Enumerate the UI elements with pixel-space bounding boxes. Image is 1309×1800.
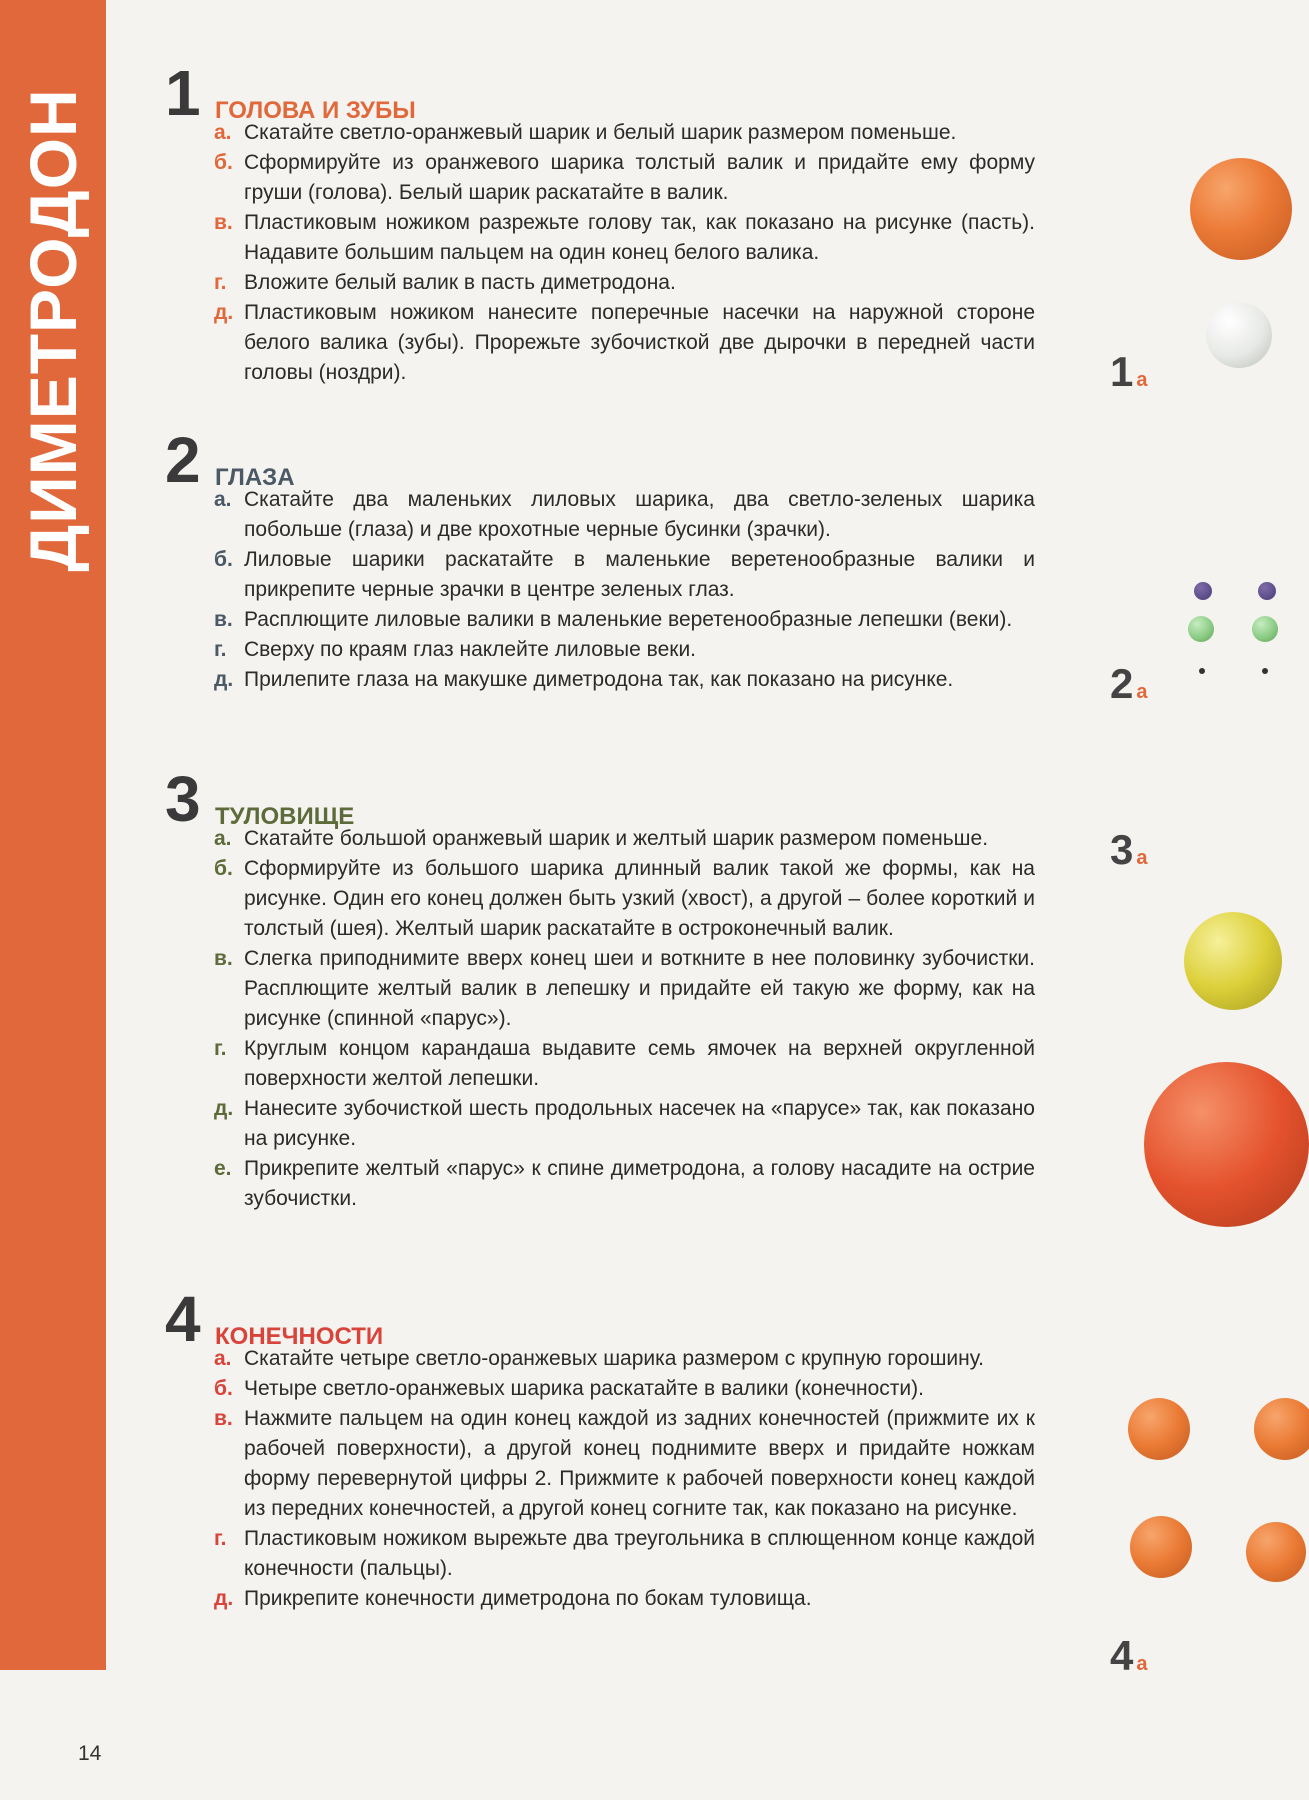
- figure-label-sub: а: [1136, 1653, 1148, 1675]
- step-text: Нажмите пальцем на один конец каждой из задних конечностей (прижмите их к рабочей поверхности), а другой конец поднимите вверх и придайте ножкам форму перевернутой цифры 2. Прижмите к рабочей поверхности конец каждой из передних конечностей, а другой конец согните так, как показано на рисунке.: [244, 1407, 1035, 1520]
- step-text: Сформируйте из большого шарика длинный валик такой же формы, как на рисунке. Один его конец должен быть узкий (хвост), а другой – более короткий и толстый (шея). Желтый шарик раскатайте в остроконечный валик.: [244, 857, 1035, 940]
- section-title: ГЛАЗА: [215, 464, 295, 491]
- step-letter: в.: [214, 608, 233, 631]
- step-letter: д.: [214, 668, 234, 691]
- sidebar-title: ДИМЕТРОДОН: [16, 88, 90, 572]
- step-list: [165, 824, 1035, 1214]
- step-letter: а.: [214, 121, 232, 144]
- section-4: [165, 1283, 1035, 1614]
- lilac-ball-illustration: [1258, 582, 1276, 600]
- figure-label-sub: а: [1136, 681, 1148, 703]
- step-letter: г.: [214, 1527, 227, 1550]
- lilac-ball-illustration: [1194, 582, 1212, 600]
- step-text: Прилепите глаза на макушке диметродона так, как показано на рисунке.: [244, 668, 954, 691]
- step-text: Слегка приподнимите вверх конец шеи и воткните в нее половинку зубочистки. Расплющите желтый валик в лепешку и придайте ей такую же форму, как на рисунке (спинной «парус»).: [244, 947, 1035, 1030]
- page-number: 14: [78, 1742, 102, 1765]
- step-item: [165, 268, 1035, 298]
- step-list: [165, 1344, 1035, 1614]
- step-item: [165, 485, 1035, 545]
- step-text: Нанесите зубочисткой шесть продольных насечек на «парусе» так, как показано на рисунке.: [244, 1097, 1035, 1150]
- section-header: [165, 424, 1035, 496]
- step-text: Скатайте большой оранжевый шарик и желтый шарик размером поменьше.: [244, 827, 989, 850]
- small-orange-ball-illustration: [1254, 1398, 1309, 1460]
- figure-label-number: 4: [1110, 1632, 1134, 1679]
- step-text: Сверху по краям глаз наклейте лиловые веки.: [244, 638, 697, 661]
- figure-label: [1110, 1632, 1147, 1680]
- figure-label-sub: а: [1136, 847, 1148, 869]
- step-item: [165, 1094, 1035, 1154]
- step-text: Пластиковым ножиком нанесите поперечные насечки на наружной стороне белого валика (зубы). Прорежьте зубочисткой две дырочки в передней части головы (ноздри).: [244, 301, 1035, 384]
- step-text: Скатайте светло-оранжевый шарик и белый шарик размером поменьше.: [244, 121, 957, 144]
- step-item: [165, 854, 1035, 944]
- step-letter: в.: [214, 211, 233, 234]
- black-bead-illustration: [1262, 668, 1268, 674]
- sidebar-band: [0, 0, 106, 1670]
- step-item: [165, 1404, 1035, 1524]
- step-text: Лиловые шарики раскатайте в маленькие веретенообразные валики и прикрепите черные зрачки в центре зеленых глаз.: [244, 548, 1035, 601]
- step-item: [165, 148, 1035, 208]
- step-item: [165, 605, 1035, 635]
- step-item: [165, 208, 1035, 268]
- step-text: Пластиковым ножиком вырежьте два треугольника в сплющенном конце каждой конечности (пальцы).: [244, 1527, 1035, 1580]
- step-text: Скатайте четыре светло-оранжевых шарика размером с крупную горошину.: [244, 1347, 984, 1370]
- yellow-ball-illustration: [1184, 912, 1282, 1010]
- section-3: [165, 763, 1035, 1214]
- section-number: 1: [165, 57, 201, 129]
- step-item: [165, 545, 1035, 605]
- section-2: [165, 424, 1035, 695]
- figure-label: [1110, 826, 1147, 874]
- step-text: Четыре светло-оранжевых шарика раскатайте в валики (конечности).: [244, 1377, 924, 1400]
- small-orange-ball-illustration: [1130, 1516, 1192, 1578]
- step-letter: а.: [214, 827, 232, 850]
- section-header: [165, 1283, 1035, 1355]
- step-letter: б.: [214, 857, 233, 880]
- small-orange-ball-illustration: [1128, 1398, 1190, 1460]
- step-item: [165, 1374, 1035, 1404]
- step-item: [165, 635, 1035, 665]
- step-item: [165, 1034, 1035, 1094]
- step-item: [165, 298, 1035, 388]
- step-letter: г.: [214, 1037, 227, 1060]
- step-letter: е.: [214, 1157, 232, 1180]
- section-number: 4: [165, 1283, 201, 1355]
- figure-label: [1110, 348, 1147, 396]
- section-title: КОНЕЧНОСТИ: [215, 1323, 384, 1350]
- step-letter: б.: [214, 548, 233, 571]
- step-text: Пластиковым ножиком разрежьте голову так, как показано на рисунке (пасть). Надавите большим пальцем на один конец белого валика.: [244, 211, 1035, 264]
- step-letter: а.: [214, 1347, 232, 1370]
- figure-label: [1110, 660, 1147, 708]
- figure-label-number: 1: [1110, 348, 1134, 395]
- section-number: 2: [165, 424, 201, 496]
- green-ball-illustration: [1188, 616, 1214, 642]
- large-orange-ball-illustration: [1144, 1062, 1309, 1227]
- section-1: [165, 57, 1035, 388]
- section-title: ТУЛОВИЩЕ: [215, 803, 355, 830]
- section-number: 3: [165, 763, 201, 835]
- step-item: [165, 118, 1035, 148]
- white-ball-illustration: [1206, 302, 1272, 368]
- figure-label-number: 2: [1110, 660, 1134, 707]
- step-item: [165, 1154, 1035, 1214]
- step-item: [165, 824, 1035, 854]
- section-header: [165, 57, 1035, 129]
- step-letter: б.: [214, 1377, 233, 1400]
- figure-label-sub: а: [1136, 369, 1148, 391]
- step-list: [165, 118, 1035, 388]
- step-text: Круглым концом карандаша выдавите семь ямочек на верхней округленной поверхности желтой лепешки.: [244, 1037, 1035, 1090]
- step-item: [165, 1344, 1035, 1374]
- step-text: Расплющите лиловые валики в маленькие веретенообразные лепешки (веки).: [244, 608, 1013, 631]
- step-text: Скатайте два маленьких лиловых шарика, два светло-зеленых шарика побольше (глаза) и две крохотные черные бусинки (зрачки).: [244, 488, 1035, 541]
- green-ball-illustration: [1252, 616, 1278, 642]
- section-title: ГОЛОВА И ЗУБЫ: [215, 97, 416, 124]
- step-letter: д.: [214, 301, 234, 324]
- figure-label-number: 3: [1110, 826, 1134, 873]
- step-letter: д.: [214, 1587, 234, 1610]
- step-text: Сформируйте из оранжевого шарика толстый валик и придайте ему форму груши (голова). Белый шарик раскатайте в валик.: [244, 151, 1035, 204]
- small-orange-ball-illustration: [1246, 1522, 1306, 1582]
- step-letter: в.: [214, 947, 233, 970]
- section-header: [165, 763, 1035, 835]
- step-text: Вложите белый валик в пасть диметродона.: [244, 271, 676, 294]
- orange-ball-illustration: [1190, 158, 1292, 260]
- step-letter: а.: [214, 488, 232, 511]
- step-letter: в.: [214, 1407, 233, 1430]
- step-item: [165, 944, 1035, 1034]
- step-text: Прикрепите конечности диметродона по бокам туловища.: [244, 1587, 812, 1610]
- black-bead-illustration: [1199, 668, 1205, 674]
- step-text: Прикрепите желтый «парус» к спине диметродона, а голову насадите на острие зубочистки.: [244, 1157, 1035, 1210]
- step-letter: г.: [214, 271, 227, 294]
- step-item: [165, 1524, 1035, 1584]
- step-item: [165, 665, 1035, 695]
- step-item: [165, 1584, 1035, 1614]
- step-list: [165, 485, 1035, 695]
- step-letter: г.: [214, 638, 227, 661]
- step-letter: б.: [214, 151, 233, 174]
- step-letter: д.: [214, 1097, 234, 1120]
